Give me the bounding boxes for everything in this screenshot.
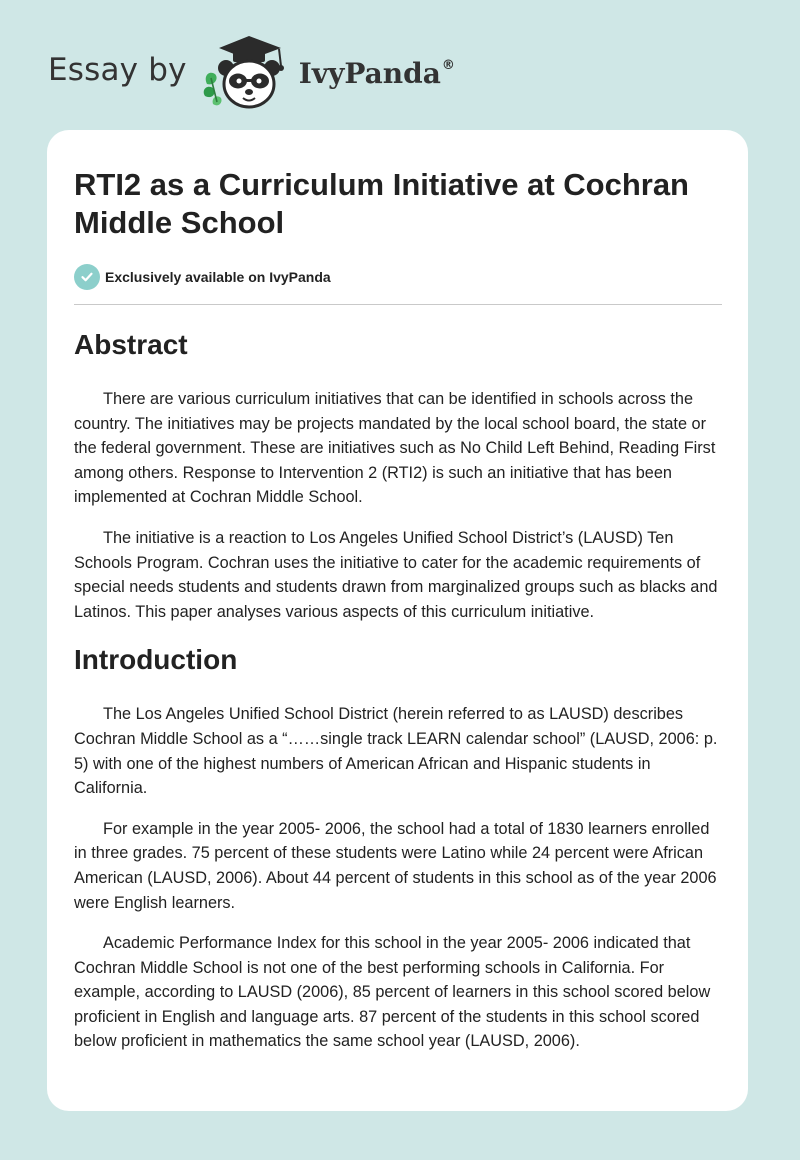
essay-title: RTI2 as a Curriculum Initiative at Cochran Middle School [74,167,689,240]
section-heading: Introduction [74,644,238,676]
brand-name-text: IvyPanda [298,56,441,90]
check-icon [74,264,100,290]
paragraph: The Los Angeles Unified School District (herein referred to as LAUSD) describes Cochran Middle School as a “……single track LEARN calendar school” (LAUSD, 2006: p. 5) with one of the highest numbers of American African and Hispanic students in California. [74,705,718,798]
section-heading: Abstract [74,329,188,360]
paragraph: The initiative is a reaction to Los Angeles Unified School District’s (LAUSD) Ten Schools Program. Cochran uses the initiative to cater for the academic requirements of special needs students and students drawn from marginalized groups such as blacks and Latinos. This paper analyses various aspects of this curriculum initiative. [74,528,718,621]
title-divider [74,304,722,305]
paragraph: There are various curriculum initiatives that can be identified in schools across the country. The initiatives may be projects mandated by the local school board, the state or the federal government. These are initiatives such as No Child Left Behind, Reading First among others. Response to Intervention 2 (RTI2) is such an initiative that has been implemented at Cochran Middle School. [74,390,716,507]
exclusive-label: Exclusively available on IvyPanda [105,269,331,285]
paragraph: Academic Performance Index for this school in the year 2005- 2006 indicated that Cochran Middle School is not one of the best performing schools in California. For example, according to LAUSD (2006), 85 percent of learners in this school scored below proficient in English and language arts. 87 percent of the students in this school scored below proficient in mathematics the same school year (LAUSD, 2006). [74,934,711,1051]
exclusive-notice [74,264,722,290]
brand-prefix: Essay by [48,52,187,88]
registered-mark: ® [441,57,455,73]
panda-logo-icon[interactable] [199,30,295,114]
section-abstract [74,327,722,624]
essay-card [47,130,748,1111]
paragraph: For example in the year 2005- 2006, the school had a total of 1830 learners enrolled in three grades. 75 percent of these students were Latino while 24 percent were African American (LAUSD, 2006). About 44 percent of students in this school as of the year 2006 were English learners. [74,819,717,912]
brand-name[interactable] [299,57,455,90]
section-introduction [74,642,722,1054]
site-header [48,30,455,114]
